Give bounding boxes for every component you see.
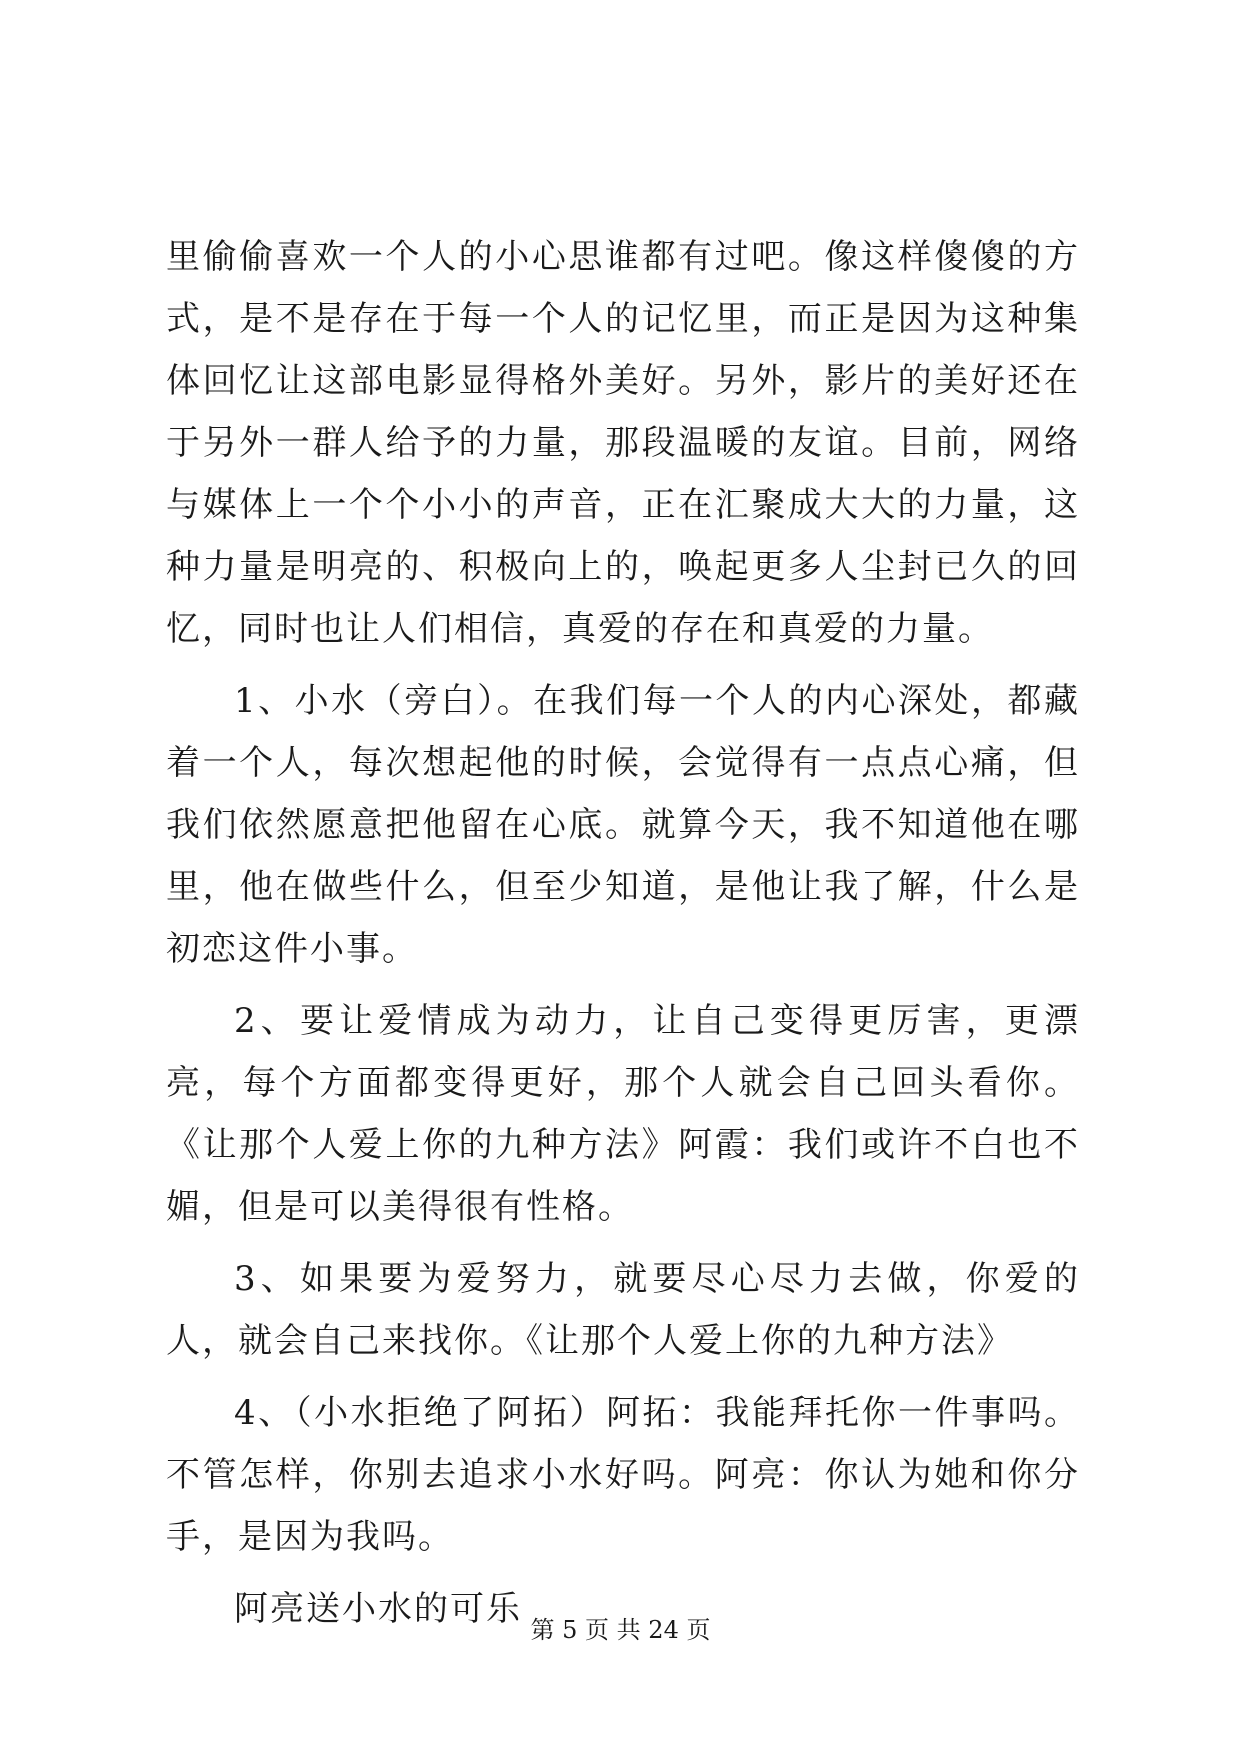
paragraph-intro: 里偷偷喜欢一个人的小心思谁都有过吧。像这样傻傻的方式，是不是存在于每一个人的记忆里，而正是因为这种集体回忆让这部电影显得格外美好。另外，影片的美好还在于另外一群人给予的力量，那段温暖的友谊。目前，网络与媒体上一个个小小的声音，正在汇聚成大大的力量，这种力量是明亮的、积极向上的，唤起更多人尘封已久的回忆，同时也让人们相信，真爱的存在和真爱的力量。 [166, 237, 1080, 649]
document-body [166, 226, 1080, 1650]
page-number-footer: 第 5 页 共 24 页 [530, 1616, 711, 1644]
paragraph-closing: 阿亮送小水的可乐 [234, 1589, 522, 1629]
paragraph-item-1: 1、小水（旁白）。在我们每一个人的内心深处，都藏着一个人，每次想起他的时候，会觉得有一点点心痛，但我们依然愿意把他留在心底。就算今天，我不知道他在哪里，他在做些什么，但至少知道，是他让我了解，什么是初恋这件小事。 [166, 681, 1080, 969]
paragraph-item-4: 4、（小水拒绝了阿拓）阿拓：我能拜托你一件事吗。不管怎样，你别去追求小水好吗。阿亮：你认为她和你分手，是因为我吗。 [166, 1393, 1080, 1557]
paragraph-item-3: 3、如果要为爱努力，就要尽心尽力去做，你爱的人，就会自己来找你。《让那个人爱上你的九种方法》 [166, 1259, 1080, 1361]
paragraph-item-2: 2、要让爱情成为动力，让自己变得更厉害，更漂亮，每个方面都变得更好，那个人就会自己回头看你。《让那个人爱上你的九种方法》阿霞：我们或许不白也不媚，但是可以美得很有性格。 [166, 1001, 1080, 1227]
